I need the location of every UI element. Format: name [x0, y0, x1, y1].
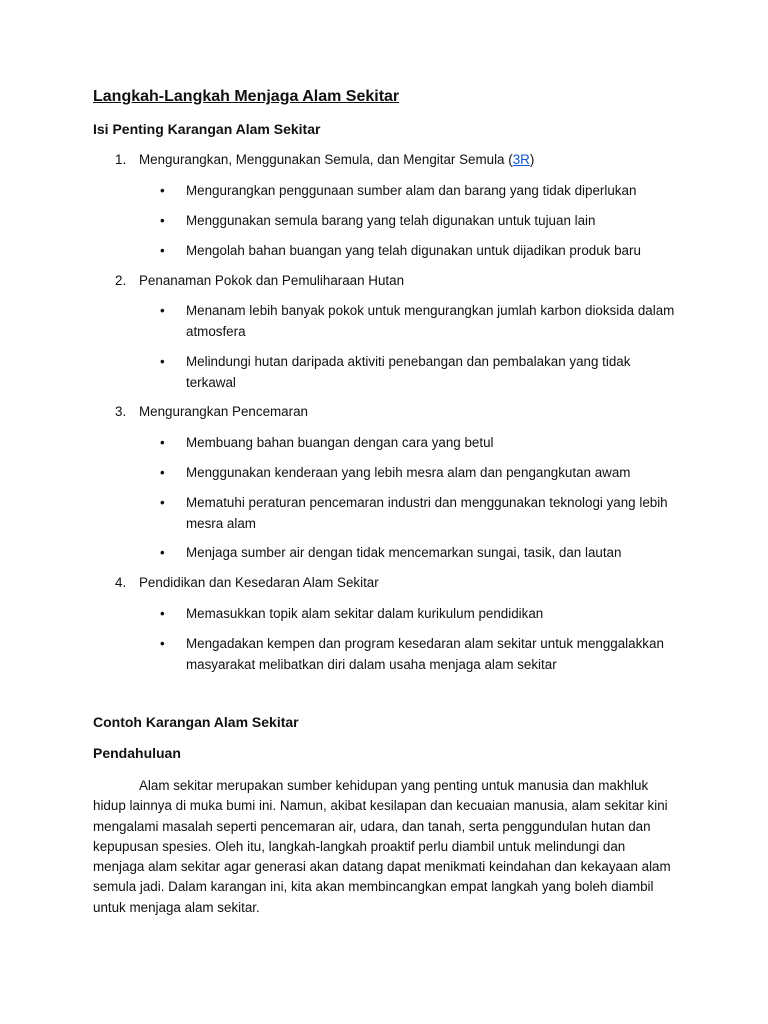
bullet-item: [160, 634, 680, 675]
bullet-text: Mengadakan kempen dan program kesedaran alam sekitar untuk menggalakkan masyarakat melibatkan diri dalam usaha menjaga alam sekitar: [186, 636, 664, 672]
bullet-item: [160, 352, 680, 393]
bullet-text: Memasukkan topik alam sekitar dalam kurikulum pendidikan: [186, 606, 544, 621]
bullet-text: Mengolah bahan buangan yang telah digunakan untuk dijadikan produk baru: [186, 243, 641, 258]
bullet-icon: •: [160, 183, 165, 198]
bullet-item: [160, 211, 680, 232]
bullet-icon: •: [160, 435, 165, 450]
bullet-text: Mengurangkan penggunaan sumber alam dan barang yang tidak diperlukan: [186, 183, 637, 198]
bullet-icon: •: [160, 545, 165, 560]
section-heading-isi-penting: Isi Penting Karangan Alam Sekitar: [93, 121, 321, 137]
list-item-2: [115, 271, 404, 291]
bullet-text: Menjaga sumber air dengan tidak mencemarkan sungai, tasik, dan lautan: [186, 545, 622, 560]
bullet-text: Membuang bahan buangan dengan cara yang betul: [186, 435, 494, 450]
bullet-icon: •: [160, 243, 165, 258]
list-number: 4.: [115, 575, 127, 590]
list-item-3: [115, 402, 308, 422]
bullet-text: Menanam lebih banyak pokok untuk mengurangkan jumlah karbon dioksida dalam atmosfera: [186, 303, 675, 339]
list-item-text: Penanaman Pokok dan Pemuliharaan Hutan: [139, 273, 405, 288]
page-title: Langkah-Langkah Menjaga Alam Sekitar: [93, 88, 400, 105]
bullet-text: Menggunakan kenderaan yang lebih mesra alam dan pengangkutan awam: [186, 465, 631, 480]
list-item-text-end: ): [529, 152, 535, 167]
bullet-item: [160, 604, 680, 625]
bullet-item: [160, 301, 680, 342]
list-item-text: Pendidikan dan Kesedaran Alam Sekitar: [139, 575, 379, 590]
bullet-icon: •: [160, 606, 165, 621]
list-item-1: [115, 150, 534, 170]
list-number: 2.: [115, 273, 127, 288]
bullet-icon: •: [160, 465, 165, 480]
bullet-icon: •: [160, 636, 165, 651]
bullet-icon: •: [160, 303, 165, 318]
bullet-item: [160, 543, 680, 564]
link-3r[interactable]: 3R: [512, 152, 530, 167]
bullet-item: [160, 463, 680, 484]
bullet-icon: •: [160, 213, 165, 228]
bullet-icon: •: [160, 495, 165, 510]
list-item-text: Mengurangkan, Menggunakan Semula, dan Mengitar Semula (: [139, 152, 513, 167]
bullet-item: [160, 433, 680, 454]
section-heading-pendahuluan: Pendahuluan: [93, 745, 181, 761]
bullet-item: [160, 181, 680, 202]
bullet-text: Melindungi hutan daripada aktiviti penebangan dan pembalakan yang tidak terkawal: [186, 354, 631, 390]
section-heading-contoh: Contoh Karangan Alam Sekitar: [93, 714, 299, 730]
bullet-item: [160, 241, 680, 262]
bullet-text: Mematuhi peraturan pencemaran industri dan menggunakan teknologi yang lebih mesra alam: [186, 495, 668, 531]
bullet-text: Menggunakan semula barang yang telah digunakan untuk tujuan lain: [186, 213, 596, 228]
bullet-icon: •: [160, 354, 165, 369]
list-number: 1.: [115, 152, 127, 167]
list-number: 3.: [115, 404, 127, 419]
intro-paragraph: Alam sekitar merupakan sumber kehidupan yang penting untuk manusia dan makhluk hidup lainnya di muka bumi ini. Namun, akibat kesilapan dan kecuaian manusia, alam sekitar kini mengalami masalah seperti pencemaran air, udara, dan tanah, serta penggundulan hutan dan kepupusan spesies. Oleh itu, langkah-langkah proaktif perlu diambil untuk melindungi dan menjaga alam sekitar agar generasi akan datang dapat menikmati keindahan dan kekayaan alam semula jadi. Dalam karangan ini, kita akan membincangkan empat langkah yang boleh diambil untuk menjaga alam sekitar.: [93, 778, 671, 915]
list-item-text: Mengurangkan Pencemaran: [139, 404, 308, 419]
bullet-item: [160, 493, 680, 534]
list-item-4: [115, 573, 379, 593]
